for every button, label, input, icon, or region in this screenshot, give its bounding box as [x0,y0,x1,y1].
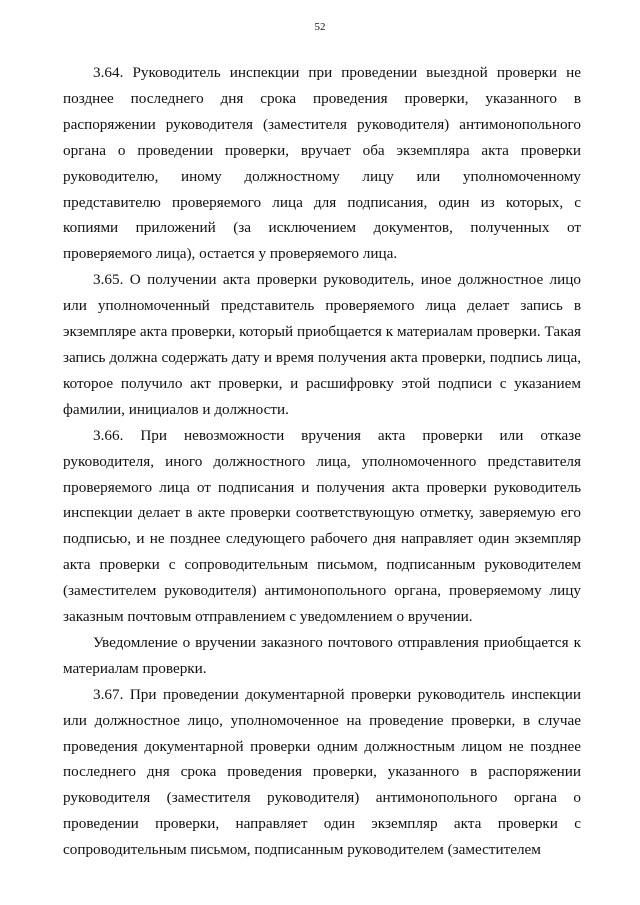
paragraph-3-64: 3.64. Руководитель инспекции при проведении выездной проверки не позднее последнего дня срока проведения проверки, указанного в распоряжении руководителя (заместителя руководителя) антимонопольного органа о проведении проверки, вручает оба экземпляра акта проверки руководителю, иному должностному лицу или уполномоченному представителю проверяемого лица для подписания, один из которых, с копиями приложений (за исключением документов, полученных от проверяемого лица), остается у проверяемого лица. [63,64,581,263]
paragraph-3-66: 3.66. При невозможности вручения акта проверки или отказе руководителя, иного должностного лица, уполномоченного представителя проверяемого лица от подписания и получения акта проверки руководитель инспекции делает в акте проверки соответствующую отметку, заверяемую его подписью, и не позднее следующего рабочего дня направляет один экземпляр акта проверки с сопроводительным письмом, подписанным руководителем (заместителем руководителя) антимонопольного органа, проверяемому лицу заказным почтовым отправлением с уведомлением о вручении. [63,426,581,626]
paragraph-3-65: 3.65. О получении акта проверки руководитель, иное должностное лицо или уполномоченный представитель проверяемого лица делает запись в экземпляре акта проверки, который приобщается к материалам проверки. Такая запись должна содержать дату и время получения акта проверки, подпись лица, которое получило акт проверки, и расшифровку этой подписи с указанием фамилии, инициалов и должности. [63,271,581,418]
paragraph-notification: Уведомление о вручении заказного почтового отправления приобщается к материалам проверки. [63,633,581,677]
document-body [63,60,581,863]
page-number: 52 [314,21,326,33]
paragraph-3-67: 3.67. При проведении документарной проверки руководитель инспекции или должностное лицо, уполномоченное на проведение проверки, в случае проведения документарной проверки одним должностным лицом не позднее последнего дня срока проведения проверки, указанного в распоряжении руководителя (заместителя руководителя) антимонопольного органа о проведении проверки, направляет один экземпляр акта проверки с сопроводительным письмом, подписанным руководителем (заместителем [63,685,581,859]
